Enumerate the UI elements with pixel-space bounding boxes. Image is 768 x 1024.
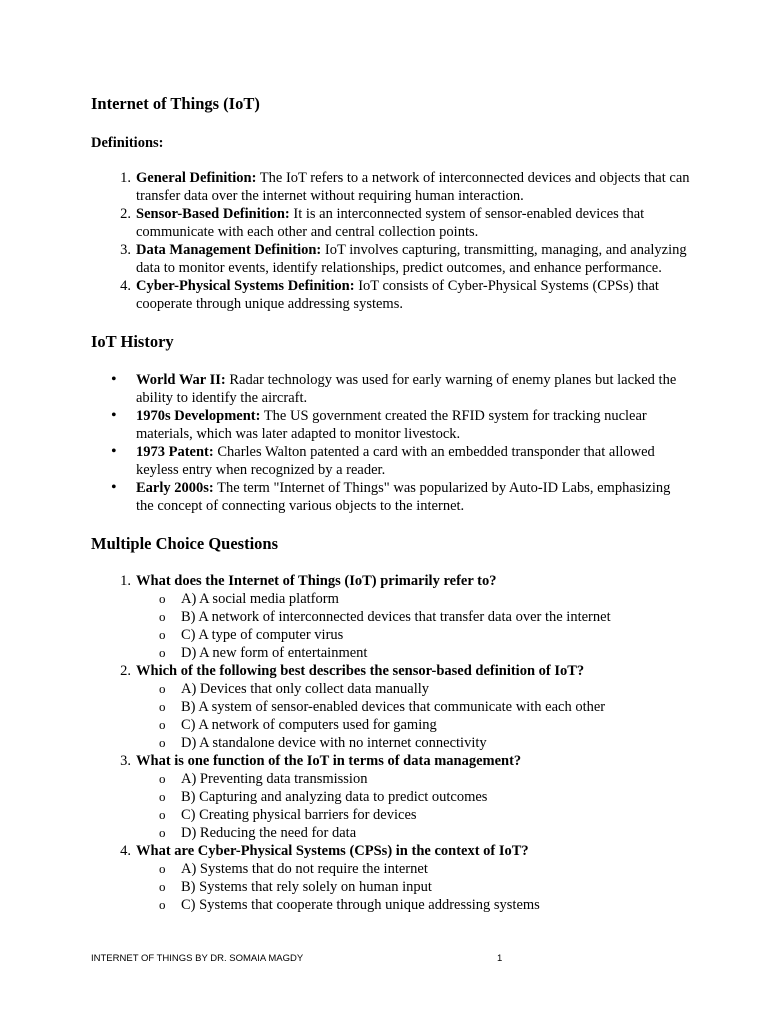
history-term: World War II: — [136, 372, 226, 388]
bullet-icon: • — [111, 443, 117, 460]
option-item — [136, 788, 691, 806]
option-marker: o — [159, 735, 166, 750]
option-item — [136, 734, 691, 752]
list-number: 2. — [120, 206, 131, 222]
list-number: 1. — [120, 573, 131, 589]
history-list — [91, 371, 691, 515]
option-text: D) Reducing the need for data — [181, 825, 357, 841]
option-text: A) A social media platform — [181, 591, 339, 607]
option-item — [136, 608, 691, 626]
bullet-icon: • — [111, 479, 117, 496]
question-list — [91, 572, 691, 914]
question-text: Which of the following best describes the sensor-based definition of IoT? — [136, 663, 585, 679]
option-marker: o — [159, 699, 166, 714]
option-list — [136, 680, 691, 752]
mcq-heading: Multiple Choice Questions — [91, 534, 279, 553]
option-item — [136, 626, 691, 644]
option-marker: o — [159, 627, 166, 642]
history-text: The term "Internet of Things" was popularized by Auto-ID Labs, emphasizing the concept of connecting various objects to the internet. — [136, 480, 671, 514]
page-content — [91, 94, 691, 914]
history-term: 1973 Patent: — [136, 444, 214, 460]
history-text: The US government created the RFID system for tracking nuclear materials, which was later adapted to monitor livestock. — [136, 408, 647, 442]
definition-text: The IoT refers to a network of interconnected devices and objects that can transfer data over the internet without requiring human interaction. — [136, 170, 690, 204]
option-text: B) A system of sensor-enabled devices that communicate with each other — [181, 699, 606, 715]
definition-term: General Definition: — [136, 170, 257, 186]
definition-item — [91, 277, 691, 313]
option-list — [136, 860, 691, 914]
list-number: 2. — [120, 663, 131, 679]
option-marker: o — [159, 807, 166, 822]
page-number: 1 — [497, 953, 503, 964]
definition-text: IoT consists of Cyber-Physical Systems (CPSs) that cooperate through unique addressing systems. — [136, 278, 659, 312]
option-text: A) Preventing data transmission — [181, 771, 368, 787]
history-item — [91, 479, 691, 515]
option-text: B) Capturing and analyzing data to predict outcomes — [181, 789, 488, 805]
option-item — [136, 878, 691, 896]
definition-term: Data Management Definition: — [136, 242, 322, 258]
option-text: B) Systems that rely solely on human input — [181, 879, 432, 895]
history-item — [91, 371, 691, 407]
definitions-list — [91, 169, 691, 313]
option-item — [136, 824, 691, 842]
definition-text: IoT involves capturing, transmitting, managing, and analyzing data to monitor events, identify relationships, predict outcomes, and enhance performance. — [136, 242, 687, 276]
history-item — [91, 407, 691, 443]
option-marker: o — [159, 771, 166, 786]
option-text: A) Systems that do not require the internet — [181, 861, 428, 877]
option-marker: o — [159, 591, 166, 606]
option-marker: o — [159, 861, 166, 876]
history-heading: IoT History — [91, 332, 174, 351]
question-item — [91, 572, 691, 662]
page-footer — [91, 953, 691, 967]
list-number: 1. — [120, 170, 131, 186]
history-text: Charles Walton patented a card with an embedded transponder that allowed keyless entry when recognized by a reader. — [136, 444, 655, 478]
option-text: C) Systems that cooperate through unique addressing systems — [181, 897, 540, 913]
list-number: 3. — [120, 242, 131, 258]
history-term: 1970s Development: — [136, 408, 261, 424]
list-number: 4. — [120, 278, 131, 294]
list-number: 4. — [120, 843, 131, 859]
list-number: 3. — [120, 753, 131, 769]
option-marker: o — [159, 897, 166, 912]
definition-item — [91, 169, 691, 205]
option-item — [136, 896, 691, 914]
definition-text: It is an interconnected system of sensor-enabled devices that communicate with each other and central collection points. — [136, 206, 645, 240]
definition-term: Sensor-Based Definition: — [136, 206, 290, 222]
question-text: What does the Internet of Things (IoT) primarily refer to? — [136, 573, 497, 589]
definitions-heading: Definitions: — [91, 135, 164, 151]
definition-item — [91, 205, 691, 241]
bullet-icon: • — [111, 371, 117, 388]
option-marker: o — [159, 825, 166, 840]
option-text: C) Creating physical barriers for devices — [181, 807, 417, 823]
option-text: B) A network of interconnected devices that transfer data over the internet — [181, 609, 611, 625]
question-item — [91, 662, 691, 752]
document-title: Internet of Things (IoT) — [91, 94, 260, 113]
definition-item — [91, 241, 691, 277]
history-text: Radar technology was used for early warning of enemy planes but lacked the ability to identify the aircraft. — [136, 372, 677, 406]
question-item — [91, 842, 691, 914]
option-marker: o — [159, 609, 166, 624]
definition-term: Cyber-Physical Systems Definition: — [136, 278, 355, 294]
option-item — [136, 644, 691, 662]
question-text: What are Cyber-Physical Systems (CPSs) in the context of IoT? — [136, 843, 529, 859]
option-list — [136, 770, 691, 842]
option-list — [136, 590, 691, 662]
option-marker: o — [159, 879, 166, 894]
option-text: C) A type of computer virus — [181, 627, 344, 643]
option-marker: o — [159, 681, 166, 696]
option-text: C) A network of computers used for gaming — [181, 717, 437, 733]
option-item — [136, 680, 691, 698]
history-term: Early 2000s: — [136, 480, 214, 496]
bullet-icon: • — [111, 407, 117, 424]
option-marker: o — [159, 645, 166, 660]
option-item — [136, 590, 691, 608]
option-item — [136, 860, 691, 878]
option-item — [136, 716, 691, 734]
option-marker: o — [159, 789, 166, 804]
footer-text: INTERNET OF THINGS BY DR. SOMAIA MAGDY — [91, 953, 304, 964]
option-item — [136, 698, 691, 716]
question-text: What is one function of the IoT in terms of data management? — [136, 753, 522, 769]
option-marker: o — [159, 717, 166, 732]
question-item — [91, 752, 691, 842]
option-text: D) A new form of entertainment — [181, 645, 368, 661]
option-item — [136, 770, 691, 788]
option-text: A) Devices that only collect data manually — [181, 681, 430, 697]
option-text: D) A standalone device with no internet connectivity — [181, 735, 487, 751]
option-item — [136, 806, 691, 824]
history-item — [91, 443, 691, 479]
